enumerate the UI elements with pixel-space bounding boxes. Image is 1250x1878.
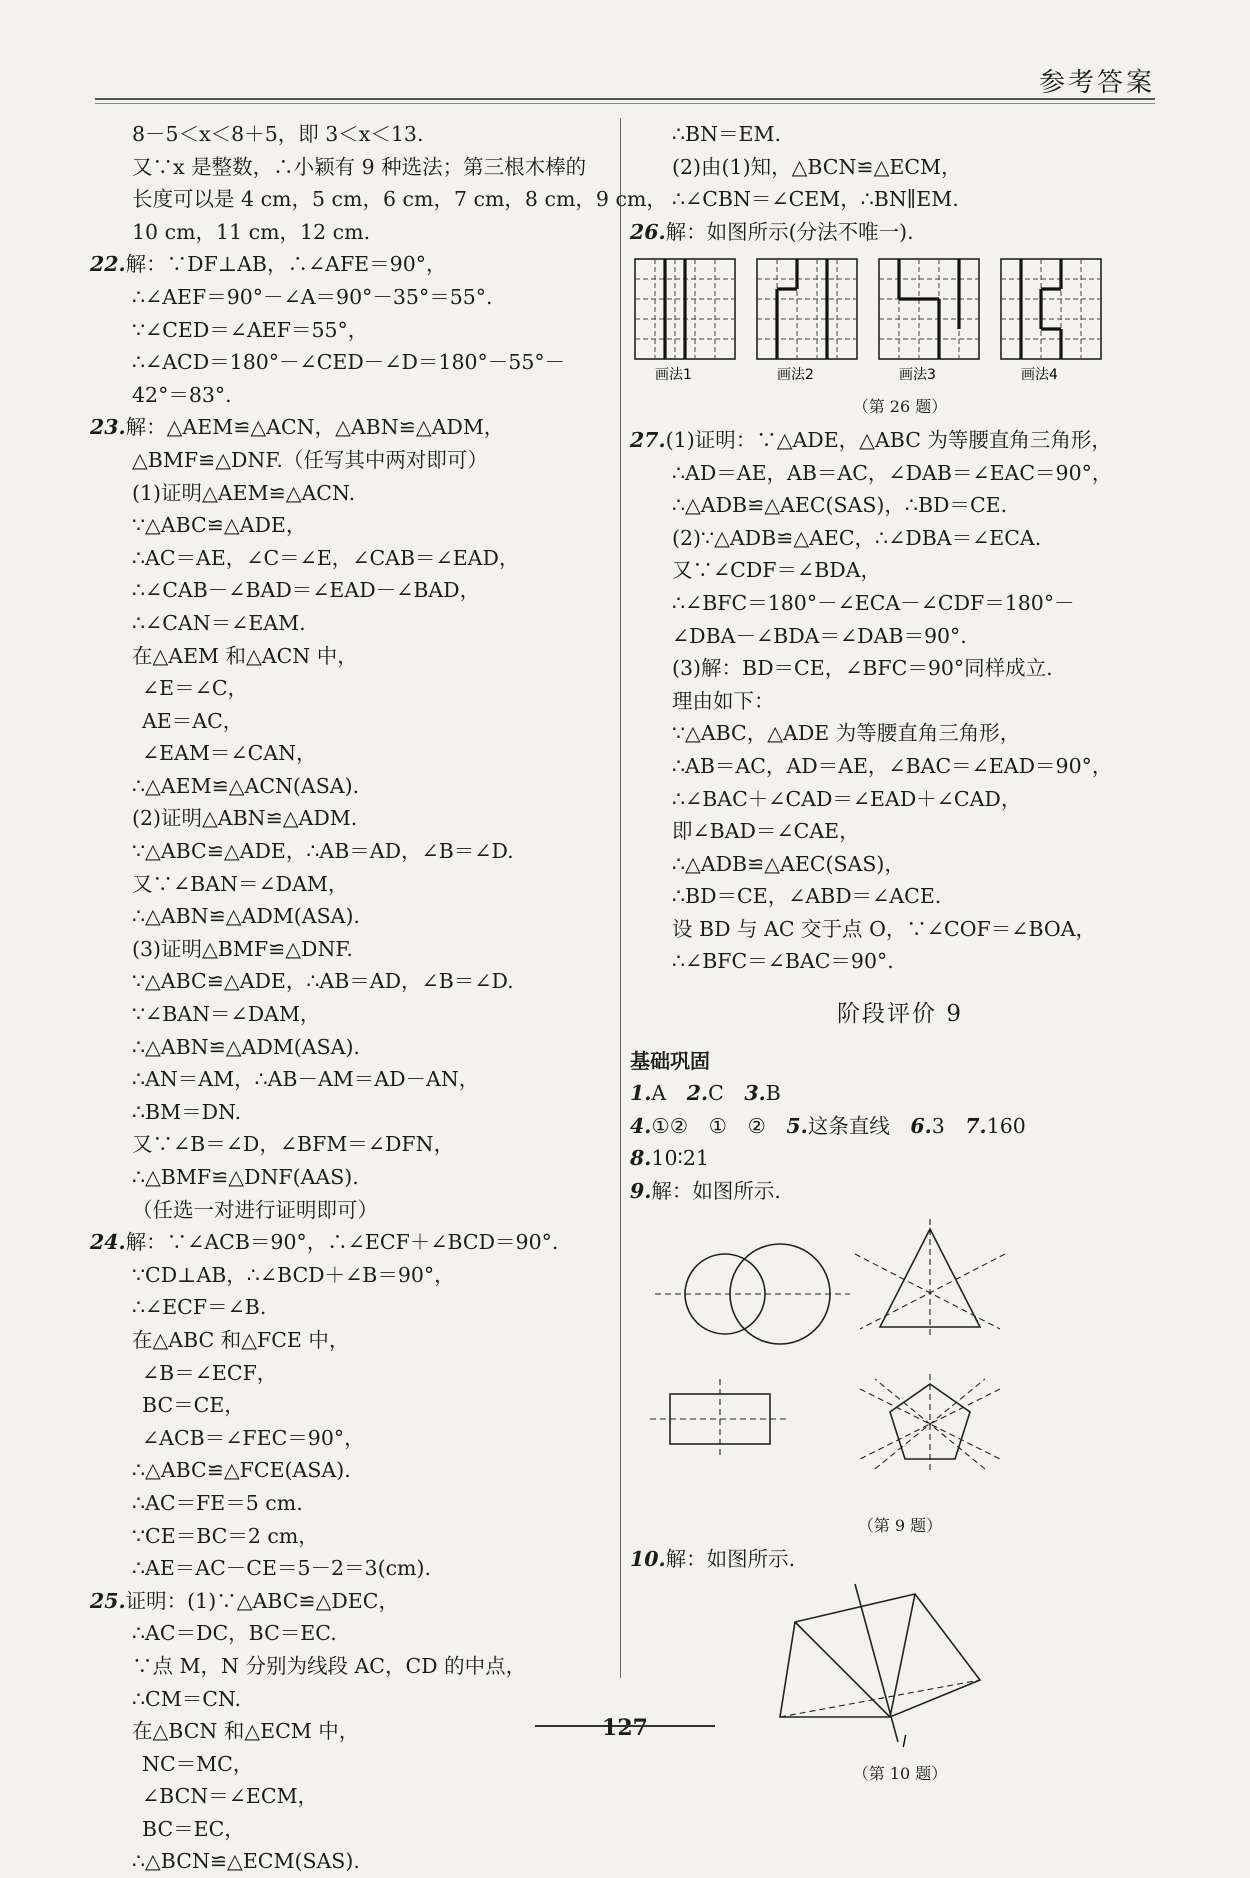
line-text: ∠B＝∠ECF， <box>142 1360 278 1385</box>
line-text: ∴∠CAN＝∠EAM. <box>132 610 306 635</box>
text-line <box>90 444 610 477</box>
line-text: ∵点 M，N 分别为线段 AC，CD 的中点， <box>132 1653 527 1678</box>
line-text: △BMF≌△DNF.（任写其中两对即可） <box>132 447 488 472</box>
question-number: 23. <box>90 415 126 440</box>
line-l-label: l <box>902 1731 907 1751</box>
answer-number: 6. <box>910 1113 932 1138</box>
line-text: (1)证明△AEM≌△ACN. <box>132 480 356 505</box>
line-text: ∴△ADB≌△AEC(SAS)， <box>672 851 905 876</box>
text-line <box>630 457 1170 490</box>
text-line <box>90 1845 610 1878</box>
text-line <box>90 1259 610 1292</box>
line-text: 8－5＜x＜8＋5，即 3＜x＜13. <box>132 122 424 146</box>
right-mid-lines <box>630 424 1170 978</box>
text-line <box>90 1324 610 1357</box>
right-column <box>630 118 1170 1791</box>
answer-number: 2. <box>686 1081 709 1106</box>
answer-line <box>630 1142 1170 1175</box>
text-line <box>90 998 610 1031</box>
grid-drawing-4 <box>1001 259 1101 383</box>
line-text: ∵△ABC≌△ADE， <box>132 513 307 538</box>
line-text: 10 cm，11 cm，12 cm. <box>132 219 371 244</box>
line-text: (3)证明△BMF≌△DNF. <box>132 936 353 961</box>
text-line <box>90 1031 610 1064</box>
line-text: ∵CD⊥AB，∴∠BCD＋∠B＝90°， <box>132 1262 455 1287</box>
line-text: 即∠BAD＝∠CAE， <box>672 819 860 844</box>
answer-text: C <box>708 1081 745 1106</box>
grid-drawing-3 <box>879 259 979 383</box>
line-text: ∵△ABC，△ADE 为等腰直角三角形， <box>672 721 1021 746</box>
line-text: ∴∠BFC＝180°－∠ECA－∠CDF＝180°－ <box>672 590 1075 615</box>
answer-number: 4. <box>630 1113 652 1138</box>
text-line <box>90 835 610 868</box>
text-line <box>90 1585 610 1618</box>
line-text: ∴∠BFC＝∠BAC＝90°. <box>672 949 894 974</box>
answer-text: 160 <box>986 1113 1026 1138</box>
text-line <box>630 216 1170 249</box>
text-line <box>630 880 1170 913</box>
header-rule <box>95 98 1155 100</box>
text-line <box>90 346 610 379</box>
line-text: ∵△ABC≌△ADE，∴AB＝AD，∠B＝∠D. <box>132 839 514 864</box>
line-text: (2)证明△ABN≌△ADM. <box>132 806 358 831</box>
text-line <box>90 1683 610 1716</box>
text-line <box>90 281 610 314</box>
answer-text: 3 <box>931 1113 966 1138</box>
line-text: ∴BD＝CE，∠ABD＝∠ACE. <box>672 884 942 909</box>
figure-9 <box>630 1214 1170 1538</box>
page-number-ornament-right <box>625 1725 715 1727</box>
grid-label: 画法2 <box>777 367 814 384</box>
line-text: ∵∠BAN＝∠DAM， <box>132 1002 321 1027</box>
line-text: (1)证明：∵△ADE，△ABC 为等腰直角三角形， <box>665 427 1112 452</box>
text-line <box>90 1454 610 1487</box>
answer-text: ①② ① ② <box>651 1113 787 1138</box>
answer-text: 这条直线 <box>807 1113 911 1138</box>
answer-text: A <box>651 1081 687 1106</box>
figure-9-drawing <box>630 1214 1130 1504</box>
answer-text: 10∶21 <box>651 1146 709 1171</box>
line-text: ∴∠ECF＝∠B. <box>132 1295 267 1320</box>
text-line <box>90 1487 610 1520</box>
line-text: NC＝MC， <box>142 1751 254 1776</box>
line-text: ∴△ABC≌△FCE(ASA). <box>132 1458 351 1483</box>
text-line <box>90 640 610 673</box>
text-line <box>90 900 610 933</box>
line-text: ∴∠CAB－∠BAD＝∠EAD－∠BAD， <box>132 578 481 603</box>
answer-line <box>630 1175 1170 1208</box>
question-number: 24. <box>90 1230 126 1255</box>
text-line <box>90 1520 610 1553</box>
text-line <box>90 933 610 966</box>
answer-list <box>630 1077 1170 1207</box>
text-line <box>90 542 610 575</box>
page-number: 127 <box>602 1715 648 1741</box>
line-text: ∴∠BAC＋∠CAD＝∠EAD＋∠CAD， <box>672 786 1022 811</box>
line-text: ∴BN＝EM. <box>672 122 782 146</box>
line-text: ∠ACB＝∠FEC＝90°， <box>142 1425 365 1450</box>
answer-text: 解：如图所示. <box>651 1179 781 1204</box>
text-line <box>630 587 1170 620</box>
text-line <box>90 737 610 770</box>
answer-number: 7. <box>965 1113 987 1138</box>
text-line <box>90 1357 610 1390</box>
answer-line <box>630 1110 1170 1143</box>
text-line <box>90 379 610 412</box>
answer-number: 1. <box>630 1081 652 1106</box>
line-text: 解：∵∠ACB＝90°，∴∠ECF＋∠BCD＝90°. <box>125 1230 559 1255</box>
text-line <box>90 868 610 901</box>
grid-label: 画法3 <box>899 367 936 384</box>
text-line <box>90 509 610 542</box>
line-text: 长度可以是 4 cm，5 cm，6 cm，7 cm，8 cm，9 cm， <box>132 187 667 212</box>
line-text: 设 BD 与 AC 交于点 O，∵∠COF＝∠BOA， <box>672 916 1097 941</box>
text-line <box>630 554 1170 587</box>
text-line <box>90 1096 610 1129</box>
text-line <box>90 1780 610 1813</box>
line-text: AE＝AC， <box>142 708 244 733</box>
text-line <box>90 1617 610 1650</box>
figure-26 <box>630 254 1170 418</box>
line-text: ∠DBA－∠BDA＝∠DAB＝90°. <box>672 623 967 648</box>
text-line <box>90 770 610 803</box>
figure-26-grids <box>630 254 1130 384</box>
line-text: ∴AN＝AM，∴AB－AM＝AD－AN， <box>132 1067 480 1092</box>
line-text: 又∵∠CDF＝∠BDA， <box>672 558 882 583</box>
text-line <box>630 750 1170 783</box>
text-line <box>630 913 1170 946</box>
text-line <box>90 1161 610 1194</box>
line-text: 解：如图所示(分法不唯一). <box>665 219 914 244</box>
answer-line <box>630 1077 1170 1110</box>
line-text: 在△BCN 和△ECM 中， <box>132 1719 360 1744</box>
line-text: ∴AE＝AC－CE＝5－2＝3(cm). <box>132 1556 432 1581</box>
text-line <box>90 118 610 151</box>
column-divider <box>620 118 621 1678</box>
line-text: BC＝CE， <box>142 1393 245 1418</box>
text-line <box>630 945 1170 978</box>
answer-number: 8. <box>630 1146 652 1171</box>
line-text: ∴AB＝AC，AD＝AE，∠BAC＝∠EAD＝90°， <box>672 753 1113 778</box>
text-line <box>630 183 1170 216</box>
text-line <box>90 216 610 249</box>
text-line <box>90 314 610 347</box>
text-line <box>90 183 667 216</box>
line-text: 解：∵DF⊥AB，∴∠AFE＝90°， <box>125 252 447 277</box>
line-text: 42°＝83°. <box>132 382 232 407</box>
line-text: (2)∵△ADB≌△AEC，∴∠DBA＝∠ECA. <box>672 525 1042 550</box>
answer-number: 3. <box>744 1081 766 1106</box>
line-text: ∵△ABC≌△ADE，∴AB＝AD，∠B＝∠D. <box>132 969 514 994</box>
text-line <box>90 1650 610 1683</box>
line-text: ∴BM＝DN. <box>132 1099 242 1124</box>
text-line <box>90 411 610 444</box>
line-text: 证明：(1)∵△ABC≌△DEC， <box>125 1588 399 1613</box>
section-title: 阶段评价 9 <box>837 1001 963 1028</box>
figure-10-caption: （第 10 题） <box>852 1764 948 1784</box>
text-line <box>630 489 1170 522</box>
text-line <box>90 248 610 281</box>
grid-drawing-1 <box>635 259 735 383</box>
line-text: 在△ABC 和△FCE 中， <box>132 1327 350 1352</box>
text-line <box>90 1389 610 1422</box>
text-line <box>630 815 1170 848</box>
text-line <box>630 652 1170 685</box>
text-line <box>90 1226 610 1259</box>
line-text: 理由如下： <box>672 688 775 713</box>
line-text: ∴△AEM≌△ACN(ASA). <box>132 773 360 798</box>
text-line <box>630 848 1170 881</box>
line-text: BC＝EC， <box>142 1816 245 1841</box>
line-text: ∠EAM＝∠CAN， <box>142 741 317 766</box>
text-line <box>630 151 1170 184</box>
text-line <box>90 672 610 705</box>
line-text: ∴△ADB≌△AEC(SAS)，∴BD＝CE. <box>672 493 1008 518</box>
line-text: ∴∠AEF＝90°－∠A＝90°－35°＝55°. <box>132 284 493 309</box>
question-number: 10. <box>630 1547 666 1572</box>
question-number: 22. <box>90 252 126 277</box>
grid-label: 画法1 <box>655 367 692 384</box>
line-text: ∴AC＝DC，BC＝EC. <box>132 1621 337 1646</box>
text-line <box>90 1194 610 1227</box>
text-line <box>630 685 1170 718</box>
text-line <box>90 1128 610 1161</box>
line-text: ∴AC＝AE，∠C＝∠E，∠CAB＝∠EAD， <box>132 545 520 570</box>
line-text: ∴AD＝AE，AB＝AC，∠DAB＝∠EAC＝90°， <box>672 460 1113 485</box>
text-line <box>90 1291 610 1324</box>
line-text: ∴△ABN≌△ADM(ASA). <box>132 1034 360 1059</box>
line-text: ∴CM＝CN. <box>132 1686 242 1711</box>
line-text: ∠BCN＝∠ECM， <box>142 1784 319 1809</box>
text-line <box>90 151 610 184</box>
line-text: ∵∠CED＝∠AEF＝55°， <box>132 317 369 342</box>
line-text: 又∵∠B＝∠D，∠BFM＝∠DFN， <box>132 1132 455 1157</box>
question-10 <box>630 1543 1170 1576</box>
line-text: 解：△AEM≌△ACN，△ABN≌△ADM， <box>125 415 505 440</box>
line-text: 又∵x 是整数，∴小颖有 9 种选法；第三根木棒的 <box>132 154 587 179</box>
text-line <box>630 620 1170 653</box>
text-line <box>630 783 1170 816</box>
line-text: ∠E＝∠C， <box>142 676 249 701</box>
answer-number: 5. <box>786 1113 808 1138</box>
text-line <box>630 118 1170 151</box>
section-subtitle: 基础巩固 <box>630 1048 710 1073</box>
question-number: 26. <box>630 219 666 244</box>
line-text: ∴△BCN≌△ECM(SAS). <box>132 1849 360 1874</box>
text-line <box>630 424 1170 457</box>
answer-number: 9. <box>630 1179 652 1204</box>
question-number: 27. <box>630 427 666 452</box>
text-line <box>90 1813 610 1846</box>
grid-drawing-2 <box>757 259 857 383</box>
text-line <box>90 1552 610 1585</box>
line-text: 在△AEM 和△ACN 中， <box>132 643 358 668</box>
text-line <box>90 607 610 640</box>
line-text: ∴∠ACD＝180°－∠CED－∠D＝180°－55°－ <box>132 350 566 375</box>
question-number: 25. <box>90 1588 126 1613</box>
text-line <box>90 965 610 998</box>
line-text: ∴∠CBN＝∠CEM，∴BN∥EM. <box>672 187 959 212</box>
line-text: (2)由(1)知，△BCN≌△ECM， <box>672 154 962 179</box>
text-line <box>90 705 610 738</box>
line-text: 又∵∠BAN＝∠DAM， <box>132 871 349 896</box>
line-text: （任选一对进行证明即可） <box>132 1197 378 1222</box>
line-text: ∵CE＝BC＝2 cm， <box>132 1523 319 1548</box>
grid-label: 画法4 <box>1021 367 1058 384</box>
line-text: ∴△ABN≌△ADM(ASA). <box>132 904 360 929</box>
header-rule-thin <box>95 103 1155 104</box>
right-top-lines <box>630 118 1170 248</box>
text-line <box>630 522 1170 555</box>
text-line <box>90 1748 610 1781</box>
figure-10 <box>630 1582 1170 1786</box>
text-line <box>90 1063 610 1096</box>
text-line <box>90 477 610 510</box>
text-line <box>90 1422 610 1455</box>
line-text: ∴AC＝FE＝5 cm. <box>132 1490 303 1515</box>
figure-26-caption: （第 26 题） <box>852 396 948 416</box>
text-line <box>630 717 1170 750</box>
line-text: ∴△BMF≌△DNF(AAS). <box>132 1165 359 1189</box>
text-line <box>90 802 610 835</box>
figure-9-caption: （第 9 题） <box>857 1516 943 1536</box>
line-text: (3)解：BD＝CE，∠BFC＝90°同样成立. <box>672 656 1053 681</box>
answer-text: B <box>765 1081 781 1106</box>
text-line <box>90 574 610 607</box>
header-title: 参考答案 <box>1038 68 1155 98</box>
question-text: 解：如图所示. <box>665 1547 796 1572</box>
